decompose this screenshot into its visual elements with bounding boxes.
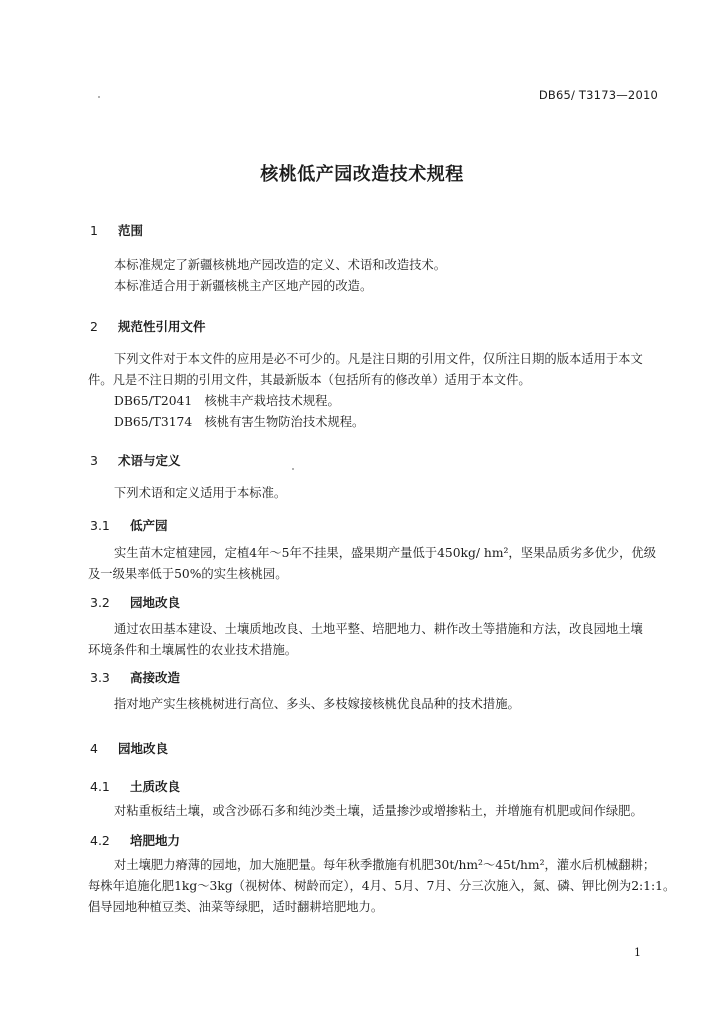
section-3-heading: [90, 451, 181, 469]
section-1-body: [88, 255, 660, 297]
section-4-heading: [90, 739, 168, 757]
paragraph-line: 对粘重板结土壤，或含沙砾石多和纯沙类土壤，适量掺沙或增掺粘土，并增施有机肥或间作绿肥。: [114, 804, 643, 818]
section-number: 3: [90, 453, 98, 468]
section-title: 园地改良: [118, 741, 169, 756]
paragraph-line: 下列术语和定义适用于本标准。: [114, 486, 287, 500]
section-number: 3.1: [90, 518, 110, 533]
section-number: 3.2: [90, 595, 110, 610]
section-title: 园地改良: [130, 595, 181, 610]
reference-item: DB65/T2041 核桃丰产栽培技术规程。: [114, 394, 340, 408]
section-4-2-heading: [90, 831, 180, 849]
section-3-3-body: [88, 694, 660, 715]
section-2-heading: [90, 317, 206, 335]
paragraph-line: 每株年追施化肥1kg～3kg（视树体、树龄而定），4月、5月、7月、分三次施入，氮、磷、钾比例为2:1:1。: [88, 879, 676, 893]
section-3-3-heading: [90, 668, 180, 686]
section-4-1-heading: [90, 777, 180, 795]
section-3-intro: [88, 483, 660, 504]
paragraph-line: 环境条件和土壤属性的农业技术措施。: [88, 643, 298, 657]
section-2-body: [88, 349, 660, 433]
section-1-heading: [90, 221, 143, 239]
section-number: 4.1: [90, 779, 110, 794]
section-3-2-body: [88, 619, 660, 661]
paragraph-line: 下列文件对于本文件的应用是必不可少的。凡是注日期的引用文件，仅所注日期的版本适用于本文: [114, 352, 643, 366]
section-number: 1: [90, 223, 98, 238]
section-number: 2: [90, 319, 98, 334]
section-title: 土质改良: [130, 779, 181, 794]
paragraph-line: 本标准规定了新疆核桃地产园改造的定义、术语和改造技术。: [114, 258, 447, 272]
paragraph-line: 本标准适合用于新疆核桃主产区地产园的改造。: [114, 279, 373, 293]
paragraph-line: 件。凡是不注日期的引用文件，其最新版本（包括所有的修改单）适用于本文件。: [88, 373, 531, 387]
section-3-1-heading: [90, 516, 168, 534]
standard-code: DB65/ T3173—2010: [538, 88, 658, 102]
section-3-2-heading: [90, 593, 180, 611]
section-4-1-body: [88, 801, 660, 822]
section-title: 规范性引用文件: [118, 319, 206, 334]
section-number: 4.2: [90, 833, 110, 848]
section-title: 范围: [118, 223, 144, 238]
page-number: 1: [634, 946, 641, 959]
paragraph-line: 实生苗木定植建园，定植4年～5年不挂果，盛果期产量低于450kg/ hm²，坚果品质劣多优少，优级: [114, 546, 656, 560]
paragraph-line: 倡导园地种植豆类、油菜等绿肥，适时翻耕培肥地力。: [88, 900, 384, 914]
section-title: 高接改造: [130, 670, 181, 685]
scan-speck: [98, 96, 100, 98]
section-title: 培肥地力: [130, 833, 181, 848]
section-4-2-body: [88, 855, 676, 918]
paragraph-line: 指对地产实生核桃树进行高位、多头、多枝嫁接核桃优良品种的技术措施。: [114, 697, 520, 711]
section-3-1-body: [88, 543, 660, 585]
section-title: 术语与定义: [118, 453, 181, 468]
section-title: 低产园: [130, 518, 168, 533]
section-number: 3.3: [90, 670, 110, 685]
document-title: 核桃低产园改造技术规程: [260, 164, 464, 185]
reference-item: DB65/T3174 核桃有害生物防治技术规程。: [114, 415, 365, 429]
section-number: 4: [90, 741, 98, 756]
paragraph-line: 对土壤肥力瘠薄的园地，加大施肥量。每年秋季撒施有机肥30t/hm²～45t/hm²，灌水后机械翻耕；: [114, 858, 656, 872]
paragraph-line: 及一级果率低于50%的实生核桃园。: [88, 567, 288, 581]
paragraph-line: 通过农田基本建设、土壤质地改良、土地平整、培肥地力、耕作改土等措施和方法，改良园地土壤: [114, 622, 643, 636]
scan-speck: [292, 468, 294, 470]
